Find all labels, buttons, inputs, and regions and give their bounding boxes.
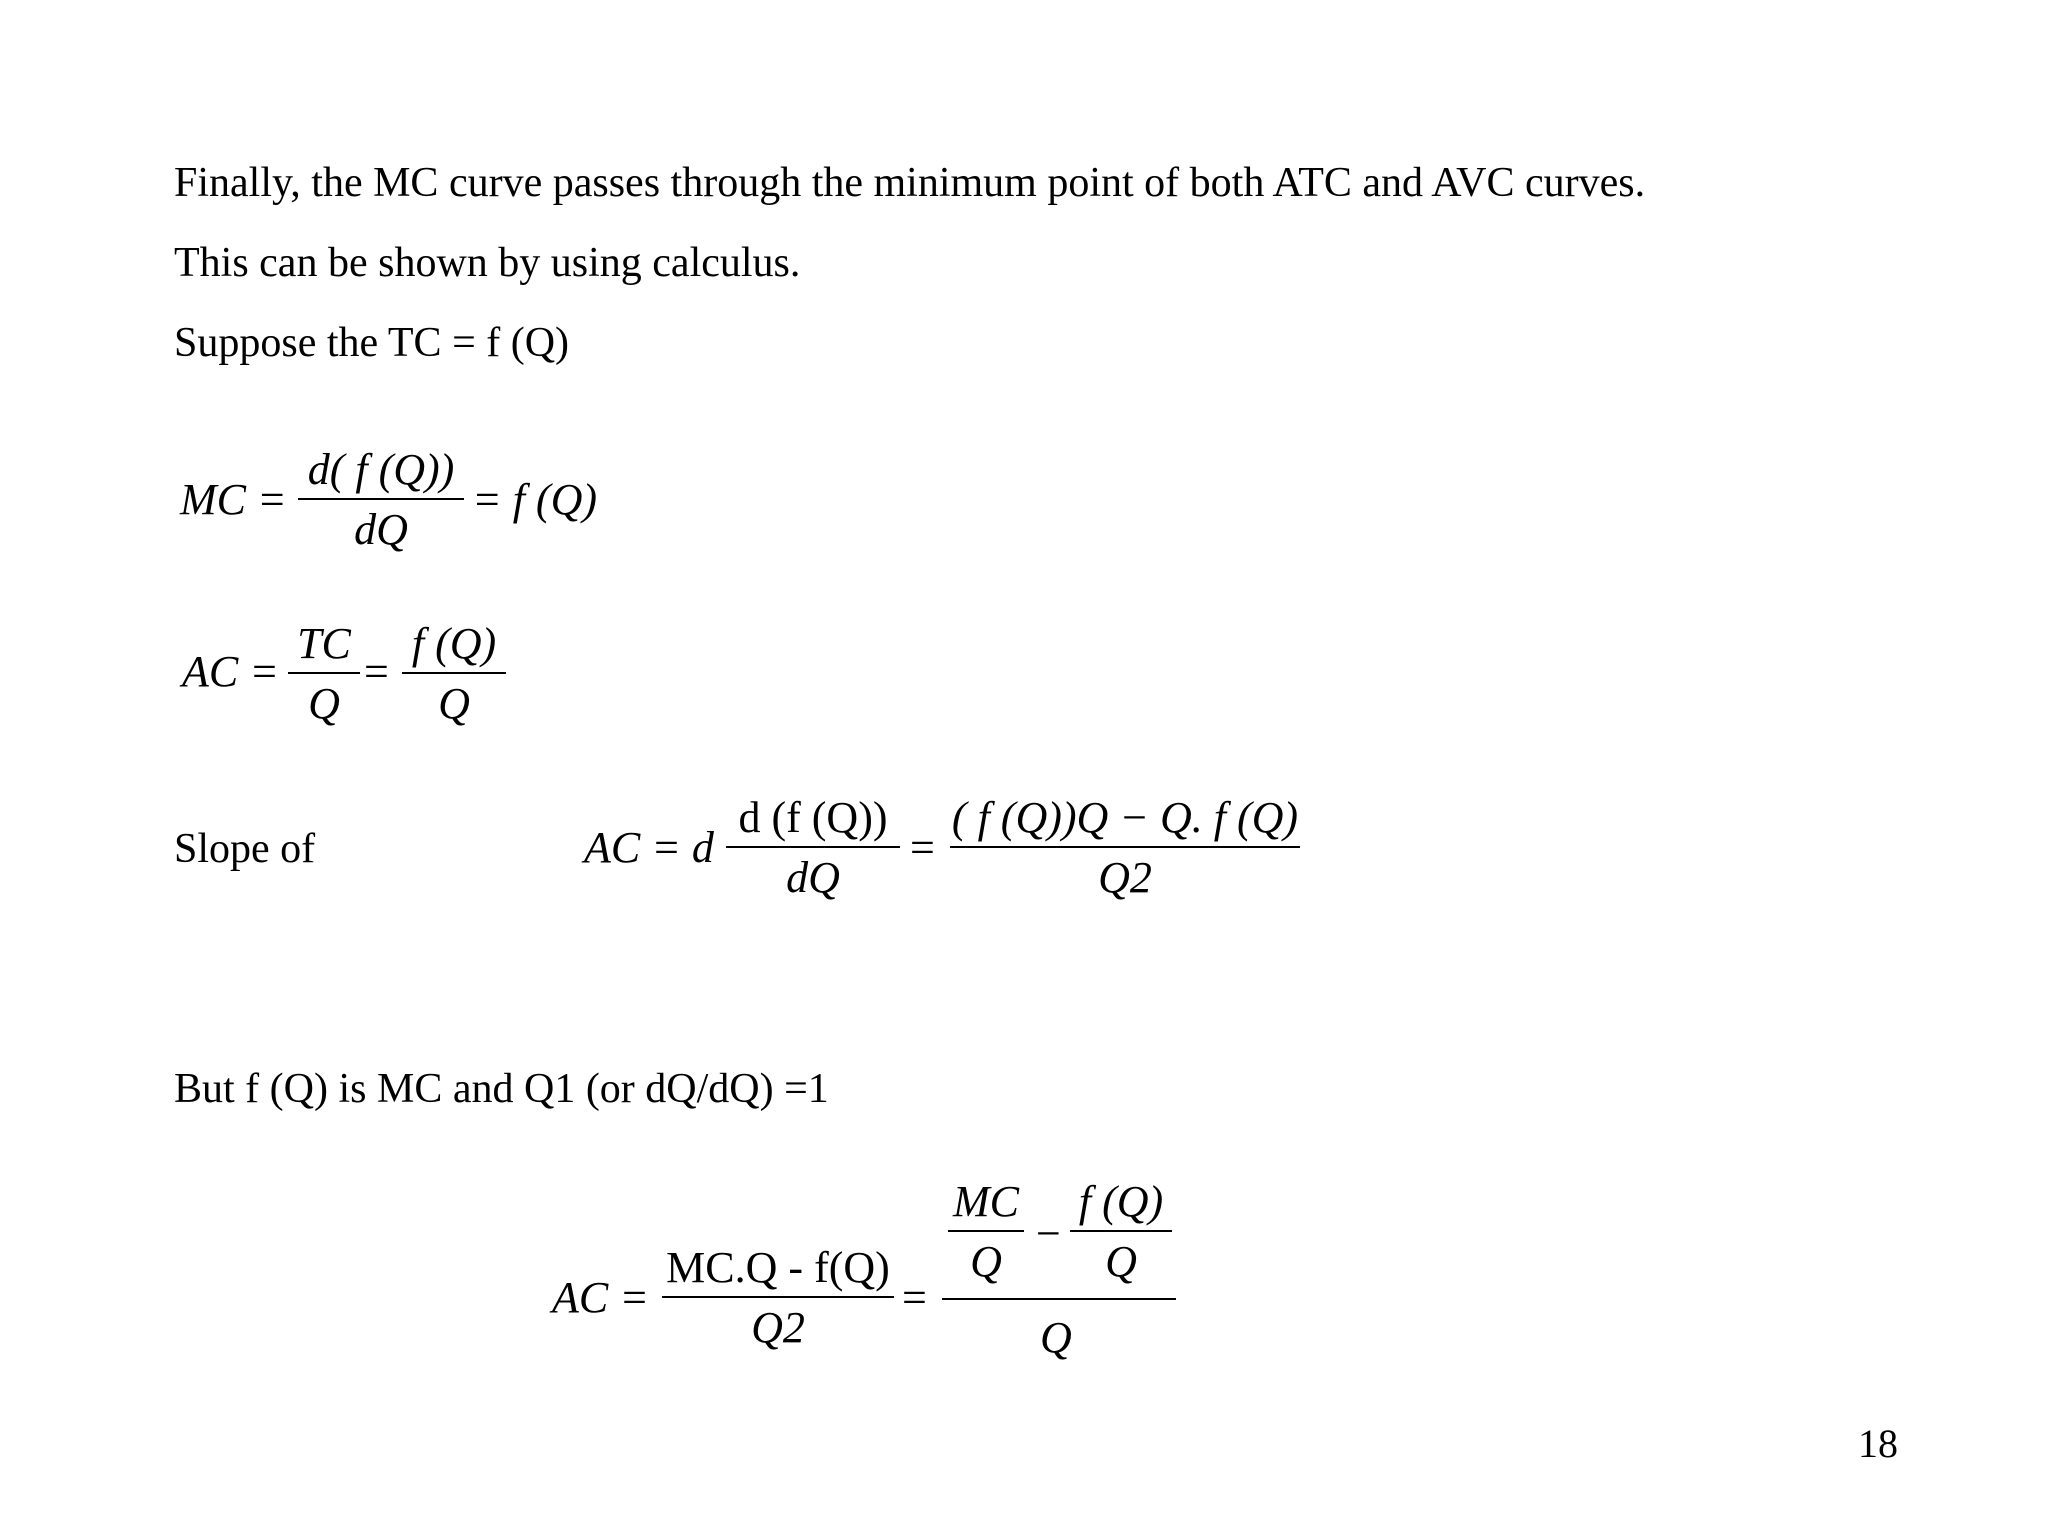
final-equals: = [902, 1273, 927, 1322]
mc-lhs: MC = [180, 475, 287, 524]
final-inner-2-denominator: Q [1105, 1237, 1137, 1286]
final-main-bar [942, 1298, 1176, 1300]
slope-label: Slope of [174, 826, 316, 872]
intro-line-3: Suppose the TC = f (Q) [174, 320, 570, 366]
slope-equals: = [910, 823, 935, 872]
ac-fraction-1-denominator: Q [308, 679, 340, 728]
slope-lhs: AC = d [584, 823, 714, 872]
final-fraction-1-denominator: Q2 [751, 1303, 805, 1352]
ac-fraction-2-numerator: f (Q) [411, 619, 497, 668]
final-fraction-1-numerator: MC.Q - f(Q) [666, 1243, 890, 1292]
ac-fraction-1-numerator: TC [297, 619, 351, 668]
final-inner-fraction-2 [1070, 1177, 1172, 1286]
ac-fraction-2 [402, 619, 506, 728]
final-outer-denominator: Q [1040, 1313, 1072, 1362]
ac-equals: = [364, 647, 389, 696]
final-minus: − [1036, 1209, 1061, 1258]
slope-fraction-1 [726, 793, 900, 902]
mc-fraction [298, 445, 464, 554]
final-inner-2-numerator: f (Q) [1078, 1177, 1164, 1226]
final-inner-fraction-1 [948, 1177, 1024, 1286]
mc-denominator: dQ [354, 505, 408, 554]
intro-line-1: Finally, the MC curve passes through the minimum point of both ATC and AVC curves. [174, 160, 1646, 206]
final-inner-1-numerator: MC [953, 1177, 1019, 1226]
slope-fraction-2 [950, 793, 1300, 902]
slope-fraction-2-denominator: Q2 [1098, 853, 1152, 902]
ac-fraction-1 [288, 619, 360, 728]
ac-fraction-2-denominator: Q [438, 679, 470, 728]
but-line: But f (Q) is MC and Q1 (or dQ/dQ) =1 [174, 1066, 829, 1112]
final-lhs: AC = [552, 1273, 649, 1322]
final-fraction-1 [662, 1243, 894, 1352]
slope-fraction-1-denominator: dQ [786, 853, 840, 902]
slope-fraction-2-numerator: ( f (Q))Q − Q. f (Q) [951, 793, 1299, 842]
mc-numerator: d( f (Q)) [307, 445, 455, 494]
ac-lhs: AC = [182, 647, 279, 696]
slope-fraction-1-numerator: d (f (Q)) [738, 793, 888, 842]
intro-line-2: This can be shown by using calculus. [174, 240, 801, 286]
page-number: 18 [1858, 1421, 1898, 1466]
mc-rhs: = f (Q) [472, 475, 597, 524]
final-inner-1-denominator: Q [970, 1237, 1002, 1286]
